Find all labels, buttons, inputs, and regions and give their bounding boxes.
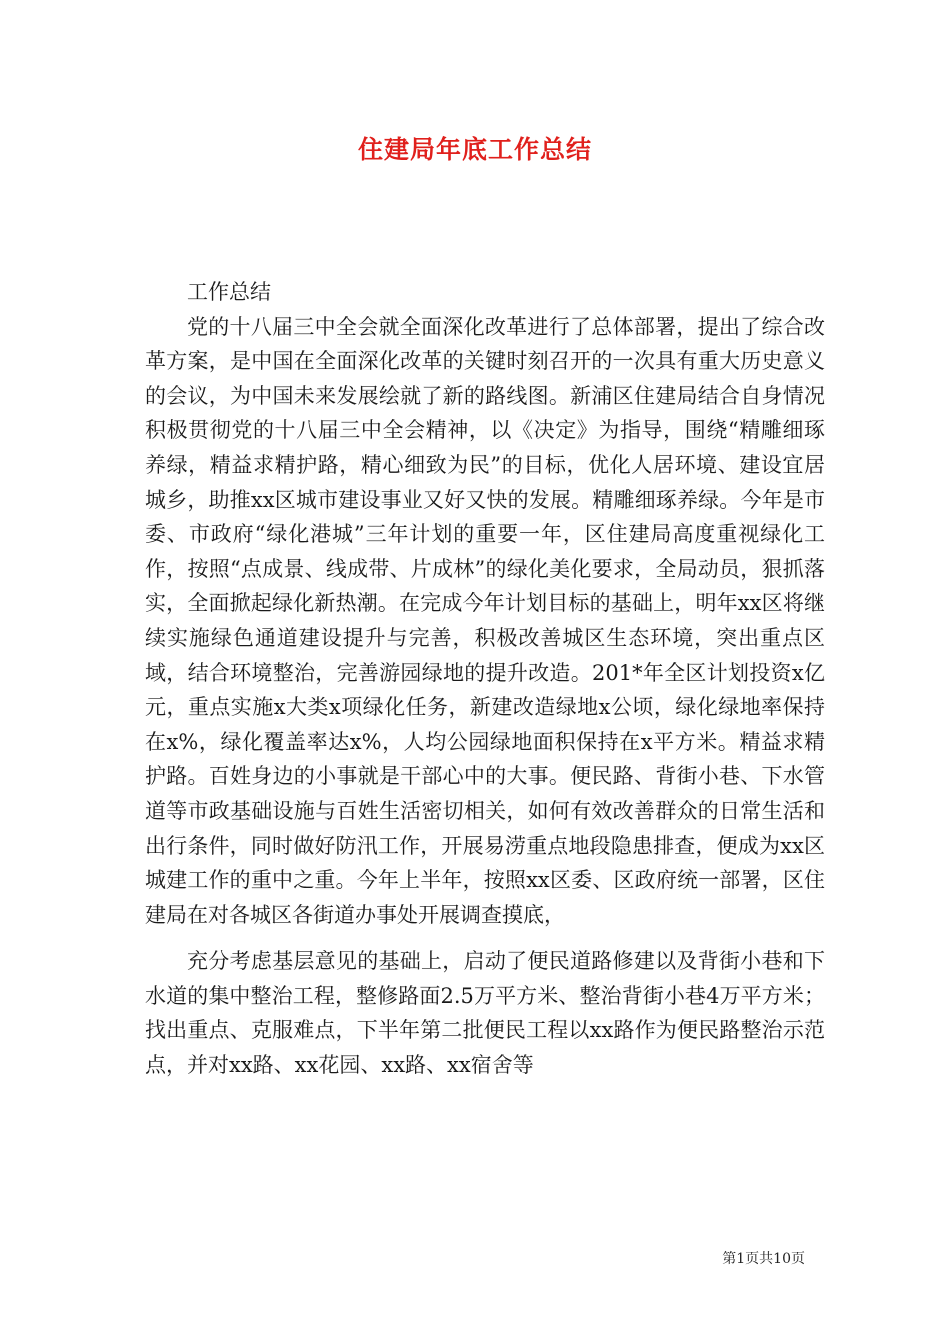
section-heading: 工作总结 bbox=[187, 280, 271, 304]
page-number-label: 第1页共10页 bbox=[722, 1251, 805, 1267]
page-number bbox=[722, 1248, 805, 1268]
paragraph: 党的十八届三中全会就全面深化改革进行了总体部署，提出了综合改革方案，是中国在全面深化改革的关键时刻召开的一次具有重大历史意义的会议，为中国未来发展绘就了新的路线图。新浦区住建局结合自身情况积极贯彻党的十八届三中全会精神，以《决定》为指导，围绕“精雕细琢养绿，精益求精护路，精心细致为民”的目标，优化人居环境、建设宜居城乡，助推xx区城市建设事业又好又快的发展。精雕细琢养绿。今年是市委、市政府“绿化港城”三年计划的重要一年，区住建局高度重视绿化工作，按照“点成景、线成带、片成林”的绿化美化要求，全局动员，狠抓落实，全面掀起绿化新热潮。在完成今年计划目标的基础上，明年xx区将继续实施绿色通道建设提升与完善，积极改善城区生态环境，突出重点区域，结合环境整治，完善游园绿地的提升改造。201*年全区计划投资x亿元，重点实施x大类x项绿化任务，新建改造绿地x公顷，绿化绿地率保持在x%，绿化覆盖率达x%，人均公园绿地面积保持在x平方米。精益求精护路。百姓身边的小事就是干部心中的大事。便民路、背街小巷、下水管道等市政基础设施与百姓生活密切相关，如何有效改善群众的日常生活和出行条件，同时做好防汛工作，开展易涝重点地段隐患排查，便成为xx区城建工作的重中之重。今年上半年，按照xx区委、区政府统一部署，区住建局在对各城区各街道办事处开展调查摸底， bbox=[145, 314, 825, 927]
paragraph: 充分考虑基层意见的基础上，启动了便民道路修建以及背街小巷和下水道的集中整治工程，整修路面2.5万平方米、整治背街小巷4万平方米；找出重点、克服难点，下半年第二批便民工程以xx路作为便民路整治示范点，并对xx路、xx花园、xx路、xx宿舍等 bbox=[145, 949, 825, 1078]
page-title: 住建局年底工作总结 bbox=[357, 135, 592, 164]
document-body bbox=[145, 275, 825, 1083]
